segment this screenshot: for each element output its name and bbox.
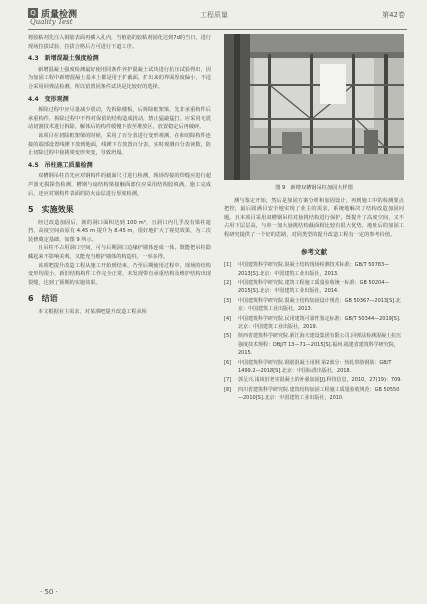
reference-item bbox=[224, 261, 404, 278]
reference-item bbox=[224, 332, 404, 357]
reference-text: 中国建筑科学研究院.混凝土结构现场检测技术标准：GB/T 50783—2013[S].北京：中国建筑工业出版社，2013. bbox=[238, 262, 390, 277]
section-heading-4-4: 4.4 变形观测 bbox=[28, 95, 69, 103]
reference-text: 中国建筑科学研究院.混凝土结构加固设计规范：GB 50367—2013[S].北京：中国建筑工业出版社，2013. bbox=[238, 297, 401, 313]
reference-number: [2] bbox=[224, 279, 232, 286]
reference-text: 中国建筑科学研究院.民用建筑可靠性鉴定标准：GB/T 50344—2019[S].北京：中国建筑工业出版社，2019. bbox=[238, 315, 401, 330]
paragraph: 双槽钢吊柱首先应对钢构件的截面尺寸进行检测，现场焊接的焊缝应进行超声波无损探伤检测，槽钢与扇结构梁接触面部位应采用结构胶填满，施工完成后，还应对钢构件表面的防火涂层进行厚度检测。 bbox=[28, 173, 211, 197]
reference-number: [1] bbox=[224, 262, 232, 269]
journal-logo-badge: Q bbox=[28, 8, 38, 18]
figure-photo bbox=[224, 34, 404, 180]
construction-photo-image bbox=[224, 34, 404, 180]
right-column bbox=[224, 34, 404, 404]
paragraph: 新增混凝土强度检测最好使用同条件养护混凝土试块进行抗压试验得出，因为加固工程中新增混凝土基本上都是用于扩截面，扩出来的界面厚度偏小，不适合采用回弹法检测，所以留置同条件试块是比较好的选择。 bbox=[28, 66, 211, 90]
journal-name-cn: 质量检测 bbox=[41, 10, 78, 20]
paragraph: 拆除过程中应尽量减少震动，先拆除楼板，后拆除框架梁，先非承重构件后承重构件，拆除过程中不得对保留的结构造成扰动，禁止猛敲猛打。应采用无震动切割技术进行拆除，解体后的构件缓慢下放至堆放区，放置稳定后再破碎。 bbox=[28, 107, 211, 131]
page-header bbox=[0, 0, 427, 28]
reference-text: 中国建筑科学研究院.钢筋混凝土用钢 第2部分：热轧带肋钢筋：GB/T 1499.2—2018[S].北京：中国标准出版社，2018. bbox=[238, 359, 392, 375]
paragraph: 经过改造加固后，新的洞口面积达到 100 m²，且洞口内几乎没有梁柱遮挡，高度空间由原有 4.45 m 提升为 8.45 m，很好地扩大了视觉效果，为二次装修奠定基础，如图 9 所示。 bbox=[28, 219, 211, 243]
reference-number: [5] bbox=[224, 333, 232, 340]
paragraph: 本文根据业主需求，对某酒吧提升改造工程从检 bbox=[38, 309, 147, 316]
reference-number: [8] bbox=[224, 386, 232, 393]
reference-number: [6] bbox=[224, 359, 232, 366]
references-list bbox=[224, 261, 404, 403]
reference-number: [3] bbox=[224, 297, 232, 304]
section-heading-5: 5 实施效果 bbox=[28, 205, 74, 215]
reference-item bbox=[224, 315, 404, 332]
reference-item bbox=[224, 386, 404, 403]
paragraph: 该项目在切除框架梁的时候，采用了百分表进行变形观测，在和切除构件连接的端部设置线锤下放到地面，线锤下方放置百分表，实时观测百分表读数，防止切除过程中悬挑梁变形突变，导致坍塌。 bbox=[28, 132, 211, 157]
reference-item bbox=[224, 297, 404, 314]
reference-number: [4] bbox=[224, 315, 232, 322]
section-heading-4-5: 4.5 吊柱施工质量检测 bbox=[28, 161, 93, 169]
reference-item bbox=[224, 376, 404, 384]
figure-caption: 图 9 新增双槽钢吊柱加固大样图 bbox=[275, 185, 353, 191]
reference-text: 四川省建筑科学研究院.建筑结构加固工程施工质量验收规范：GB 50550—2010[S].北京：中国建筑工业出版社，2010. bbox=[238, 386, 400, 402]
journal-name-en: Quality Test bbox=[30, 18, 73, 26]
page-number: · 50 · bbox=[40, 588, 58, 596]
reference-text: 郭呈兴.浅谈旧老实混凝土的补强加固[J].科技信息，2010，27(19)：709. bbox=[238, 377, 403, 384]
header-rule bbox=[28, 29, 407, 30]
section-heading-6: 6 结语 bbox=[28, 294, 58, 304]
reference-text: 中国建筑科学研究院.建筑工程施工质量验收统一标准：GB 50204—2015[S].北京：中国建筑工业出版社，2014. bbox=[238, 279, 390, 295]
reference-number: [7] bbox=[224, 377, 232, 384]
paragraph: 且吊柱不占用洞口空间，可与后期洞口边缘护墙体连成一体，既能把吊柱隐藏起来不影响美观，又能充当维护墙体的构造柱，一举多得。 bbox=[28, 245, 211, 261]
reference-item bbox=[224, 279, 404, 296]
header-center-title: 工程质量 bbox=[200, 11, 228, 19]
issue-label: 第42卷 bbox=[382, 11, 405, 19]
paragraph: 该项吧提升改造工程从施工开始到结束，乃至后期使用过程中，现场的结构变形均很小，新旧结构构件工作完全正常，未发现带有承重结构及维护结构出现裂缝，达到了预期的实施效果。 bbox=[28, 262, 211, 286]
left-column bbox=[28, 34, 211, 317]
reference-text: 陕西省建筑科学研究院.浙江海天建设集团有限公司.回弹法检测混凝土抗压强度技术规程：DBJ/T 13—71—2015[S].福州.福建省建筑科学研究院，2015. bbox=[238, 333, 402, 357]
references-title: 参考文献 bbox=[301, 247, 327, 256]
reference-item bbox=[224, 359, 404, 376]
section-heading-4-3: 4.3 新增混凝土强度检测 bbox=[28, 55, 99, 63]
paragraph: 测与鉴定开始，然后是加固方案分析和加固设计，再到施工中的检测要点把控，最后圆满目安全地实现了业主的需求，系统地解决了结构改造加固问题。且本项目采用双槽钢吊柱对悬挑结构进行保护，既提升了高度空间，又不占用下层层高，与单一加大悬挑结构截面相比较有很大优势，地址后的加固工程研究提供了一个好的思路，对同类型的提升改造工程有一定的参考价值。 bbox=[224, 197, 404, 238]
paragraph: 将胶粘剂先注入钢筋表面再插入孔内，当植筋的胶粘剂固化达到7d的当日，进行现场拉拔试验，拉拔合格后方可进行下道工序。 bbox=[28, 35, 211, 50]
